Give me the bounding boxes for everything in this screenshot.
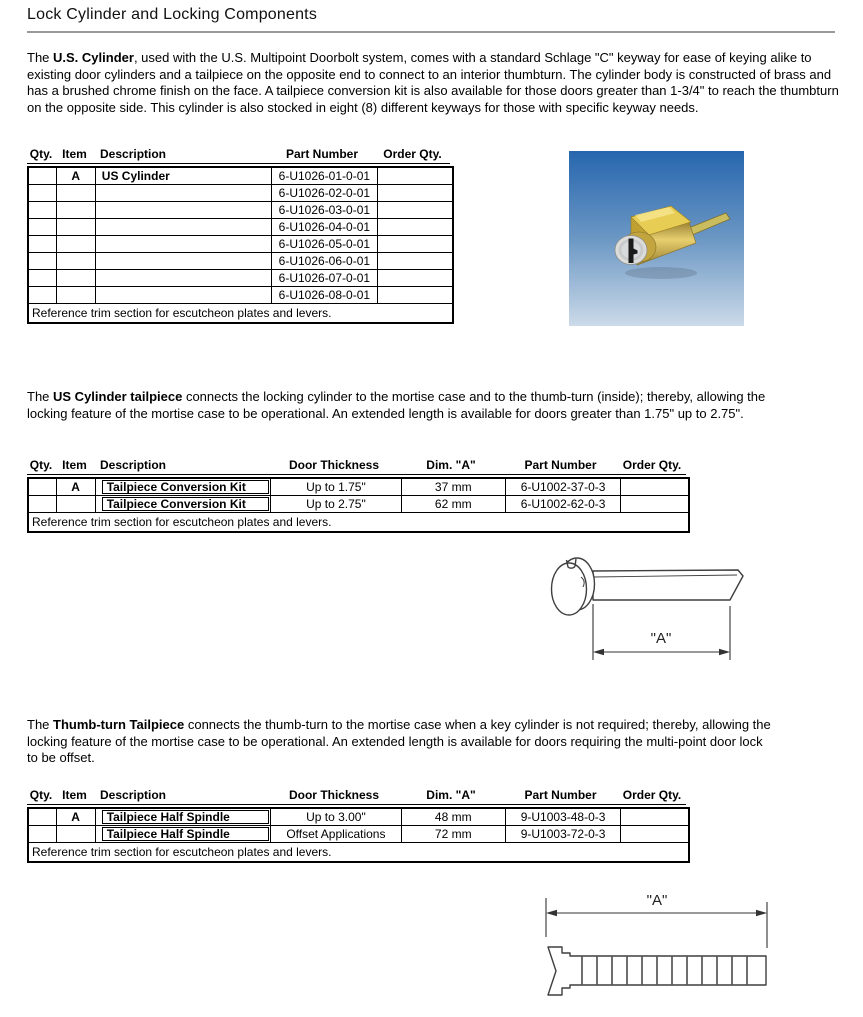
table-footnote-row bbox=[28, 303, 453, 323]
half-spindle-table bbox=[27, 788, 690, 863]
table-row bbox=[28, 218, 453, 235]
column-header: Order Qty. bbox=[622, 788, 682, 802]
table-cell bbox=[95, 826, 271, 843]
table-cell bbox=[378, 235, 453, 252]
column-header: Dim. "A" bbox=[426, 788, 476, 802]
table-cell: A bbox=[56, 808, 95, 826]
table-grid bbox=[27, 807, 690, 863]
spindle-drawing-image bbox=[523, 885, 775, 1012]
table-cell: Up to 3.00" bbox=[271, 808, 401, 826]
table-cell: 37 mm bbox=[401, 478, 505, 496]
column-header: Item bbox=[62, 458, 87, 472]
table-cell: Up to 2.75" bbox=[271, 496, 401, 513]
table-cell bbox=[378, 167, 453, 184]
table-row bbox=[28, 269, 453, 286]
paragraph-term: Thumb-turn Tailpiece bbox=[53, 717, 185, 732]
table-cell: A bbox=[56, 478, 95, 496]
column-header: Description bbox=[100, 458, 167, 472]
table-cell bbox=[95, 269, 271, 286]
table-cell bbox=[378, 286, 453, 303]
table-cell: 6-U1026-03-0-01 bbox=[271, 201, 378, 218]
title-divider bbox=[27, 31, 835, 33]
table-cell: 6-U1026-04-0-01 bbox=[271, 218, 378, 235]
paragraph-text: The bbox=[27, 389, 54, 404]
tailpiece-table bbox=[27, 458, 690, 533]
table-cell bbox=[28, 826, 56, 843]
table-row bbox=[28, 496, 689, 513]
table-cell bbox=[56, 218, 95, 235]
description-cell-box: Tailpiece Half Spindle bbox=[102, 810, 270, 824]
paragraph-text: The bbox=[27, 50, 54, 65]
table-cell bbox=[56, 496, 95, 513]
tailpiece-head bbox=[552, 563, 587, 615]
table-cell bbox=[28, 269, 56, 286]
column-header: Description bbox=[100, 147, 167, 161]
table-column-headers bbox=[27, 788, 686, 805]
table-cell: 6-U1026-05-0-01 bbox=[271, 235, 378, 252]
paragraph-text: connects the locking cylinder to the mortise case and to the thumb-turn (inside); thereby, allowing the locking feature of the mortise case to be operational. An extended length is available for doors greater than 1.75" up to 2.75". bbox=[27, 389, 766, 421]
table-cell bbox=[95, 286, 271, 303]
table-cell bbox=[56, 184, 95, 201]
description-cell-box: Tailpiece Half Spindle bbox=[102, 827, 270, 841]
table-footnote-row bbox=[28, 513, 689, 533]
paragraph-text: , used with the U.S. Multipoint Doorbolt system, comes with a standard Schlage "C" keyway for ease of keying alike to existing door cylinders and a tailpiece on the opposite end to connect to an interior thumbturn. The cylinder body is constructed of brass and has a brushed chrome finish on the face. A tailpiece conversion kit is also available for those doors greater than 1-3/4" to reach the thumbturn on the opposite side. This cylinder is also stocked in eight (8) different keyways for those with specific keyway needs. bbox=[27, 50, 839, 115]
table-cell bbox=[56, 286, 95, 303]
table-cell bbox=[378, 218, 453, 235]
table-cell bbox=[378, 269, 453, 286]
us-cylinder-paragraph bbox=[27, 50, 839, 116]
dimension-arrow-right bbox=[719, 649, 730, 655]
paragraph-text: The bbox=[27, 717, 54, 732]
column-header: Part Number bbox=[285, 147, 359, 161]
cylinder-photo bbox=[569, 151, 744, 326]
table-cell bbox=[56, 235, 95, 252]
photo-shadow bbox=[625, 267, 697, 279]
table-cell bbox=[95, 496, 271, 513]
table-cell bbox=[621, 496, 689, 513]
table-cell: Up to 1.75" bbox=[271, 478, 401, 496]
page-title: Lock Cylinder and Locking Components bbox=[27, 6, 318, 23]
table-cell bbox=[95, 808, 271, 826]
table-cell bbox=[378, 184, 453, 201]
table-row bbox=[28, 808, 689, 826]
table-cell: 72 mm bbox=[401, 826, 505, 843]
table-cell bbox=[378, 252, 453, 269]
table-row bbox=[28, 184, 453, 201]
description-cell-box: Tailpiece Conversion Kit bbox=[102, 480, 270, 494]
table-cell bbox=[621, 808, 689, 826]
table-cell: 48 mm bbox=[401, 808, 505, 826]
description-cell-box: Tailpiece Conversion Kit bbox=[102, 497, 270, 511]
table-cell: 9-U1003-48-0-3 bbox=[505, 808, 620, 826]
table-row bbox=[28, 286, 453, 303]
column-header: Part Number bbox=[524, 458, 597, 472]
table-row bbox=[28, 201, 453, 218]
column-header: Item bbox=[62, 788, 87, 802]
table-cell: 6-U1026-02-0-01 bbox=[271, 184, 378, 201]
paragraph-term: U.S. Cylinder bbox=[53, 50, 134, 65]
table-cell bbox=[95, 235, 271, 252]
table-cell: 62 mm bbox=[401, 496, 505, 513]
table-cell bbox=[56, 252, 95, 269]
table-cell: A bbox=[56, 167, 95, 184]
table-cell bbox=[28, 235, 56, 252]
table-footnote-row bbox=[28, 843, 689, 863]
table-cell bbox=[56, 201, 95, 218]
dimension-arrow-right bbox=[756, 910, 767, 916]
table-cell bbox=[95, 252, 271, 269]
table-cell: 9-U1003-72-0-3 bbox=[505, 826, 620, 843]
table-cell bbox=[28, 808, 56, 826]
thumbturn-paragraph bbox=[27, 717, 772, 767]
paragraph-text: connects the thumb-turn to the mortise case when a key cylinder is not required; thereby, allowing the locking feature of the mortise case to be operational. An extended length is available for doors requiring the multi-point door lock to be offset. bbox=[27, 717, 771, 766]
tailpiece-shaft bbox=[593, 570, 743, 600]
table-cell: 6-U1002-62-0-3 bbox=[505, 496, 620, 513]
column-header: Order Qty. bbox=[622, 458, 682, 472]
column-header: Qty. bbox=[29, 147, 53, 161]
tailpiece-drawing-image bbox=[535, 550, 770, 665]
table-cell: 6-U1002-37-0-3 bbox=[505, 478, 620, 496]
table-cell bbox=[95, 184, 271, 201]
column-header: Qty. bbox=[29, 458, 53, 472]
column-header: Door Thickness bbox=[288, 788, 380, 802]
table-footnote: Reference trim section for escutcheon plates and levers. bbox=[28, 513, 689, 533]
table-cell: Offset Applications bbox=[271, 826, 401, 843]
column-header: Part Number bbox=[524, 788, 597, 802]
table-cell bbox=[56, 269, 95, 286]
table-cell bbox=[56, 826, 95, 843]
table-cell bbox=[95, 478, 271, 496]
dimension-label: "A" bbox=[650, 630, 672, 647]
table-row bbox=[28, 826, 689, 843]
table-cell: 6-U1026-07-0-01 bbox=[271, 269, 378, 286]
table-cell bbox=[621, 826, 689, 843]
table-row bbox=[28, 235, 453, 252]
table-cell: US Cylinder bbox=[95, 167, 271, 184]
column-header: Dim. "A" bbox=[426, 458, 476, 472]
table-cell bbox=[28, 252, 56, 269]
column-header: Description bbox=[100, 788, 167, 802]
table-cell bbox=[621, 478, 689, 496]
table-cell: 6-U1026-01-0-01 bbox=[271, 167, 378, 184]
table-column-headers bbox=[27, 458, 686, 475]
table-column-headers bbox=[27, 147, 450, 164]
column-header: Item bbox=[62, 147, 87, 161]
dimension-arrow-left bbox=[593, 649, 604, 655]
table-grid bbox=[27, 477, 690, 533]
table-row bbox=[28, 252, 453, 269]
table-cell bbox=[28, 218, 56, 235]
table-cell bbox=[28, 201, 56, 218]
table-footnote: Reference trim section for escutcheon plates and levers. bbox=[28, 843, 689, 863]
cylinder-photo-image bbox=[569, 151, 744, 326]
column-header: Qty. bbox=[29, 788, 53, 802]
us-cylinder-table bbox=[27, 147, 454, 324]
table-cell bbox=[28, 478, 56, 496]
table-cell: 6-U1026-08-0-01 bbox=[271, 286, 378, 303]
table-footnote: Reference trim section for escutcheon plates and levers. bbox=[28, 303, 453, 323]
table-cell bbox=[95, 218, 271, 235]
table-cell: 6-U1026-06-0-01 bbox=[271, 252, 378, 269]
tailpiece-dimension-drawing bbox=[535, 550, 770, 665]
dimension-arrow-left bbox=[546, 910, 557, 916]
table-row bbox=[28, 478, 689, 496]
table-cell bbox=[28, 167, 56, 184]
dimension-label: "A" bbox=[646, 892, 668, 909]
table-row bbox=[28, 167, 453, 184]
tailpiece-paragraph bbox=[27, 389, 772, 422]
column-header: Order Qty. bbox=[383, 147, 442, 161]
table-cell bbox=[95, 201, 271, 218]
table-cell bbox=[28, 184, 56, 201]
table-cell bbox=[28, 286, 56, 303]
table-cell bbox=[28, 496, 56, 513]
paragraph-term: US Cylinder tailpiece bbox=[53, 389, 183, 404]
column-header: Door Thickness bbox=[288, 458, 380, 472]
table-grid bbox=[27, 166, 454, 324]
half-spindle-dimension-drawing bbox=[523, 885, 775, 1012]
table-cell bbox=[378, 201, 453, 218]
